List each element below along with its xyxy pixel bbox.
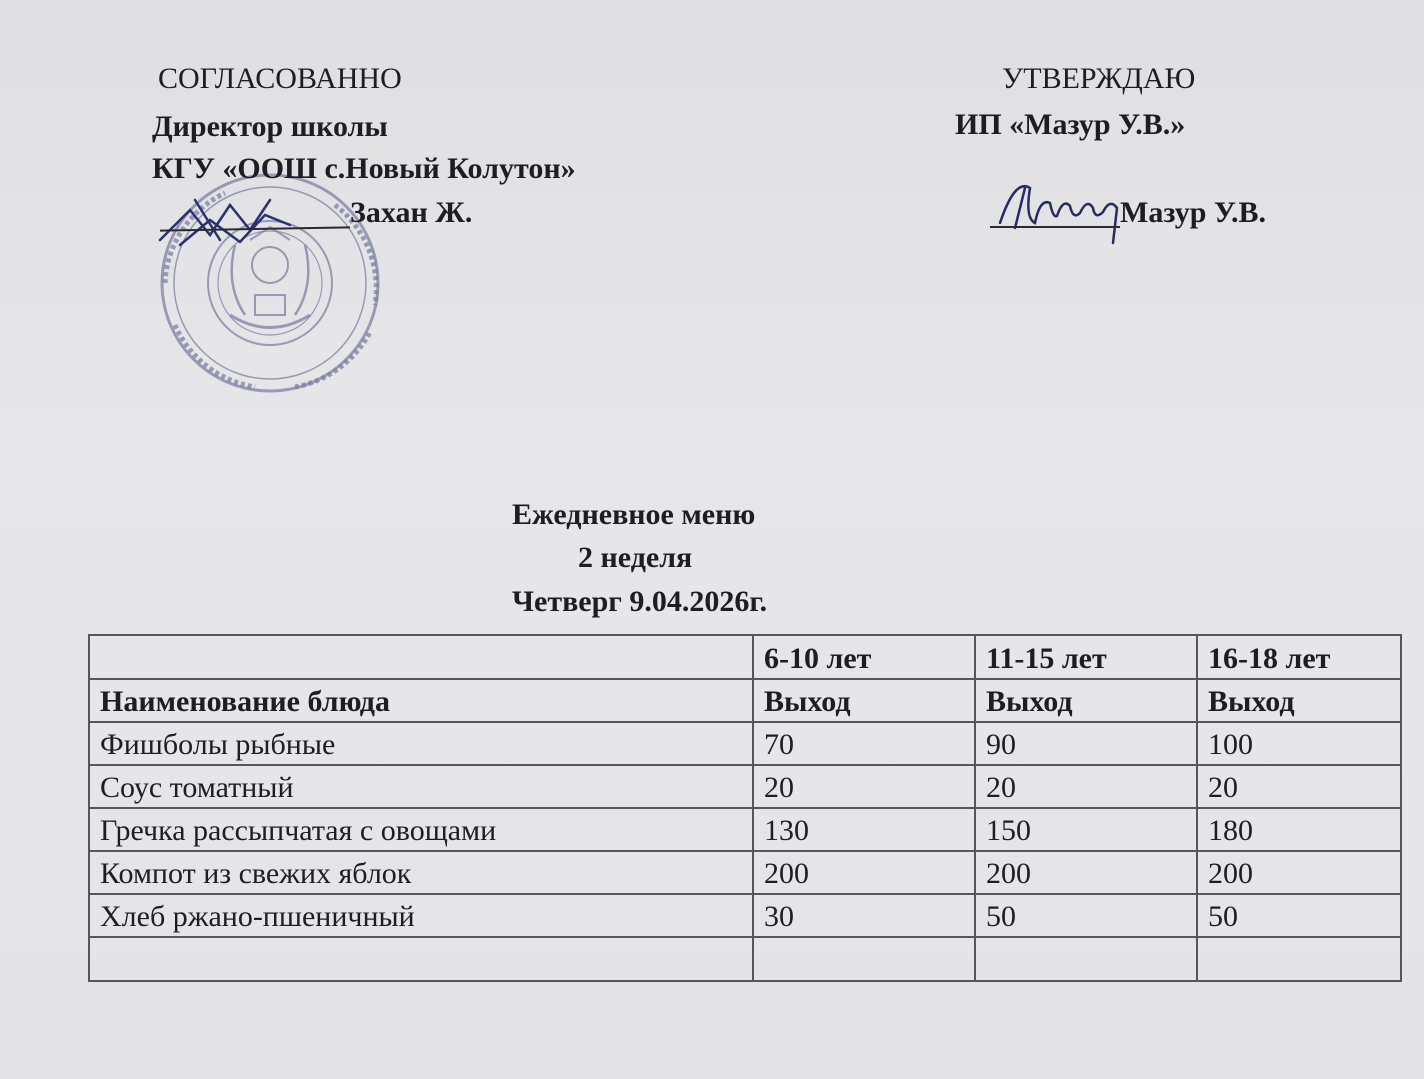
school-name: КГУ «ООШ с.Новый Колутон» — [152, 152, 576, 185]
age-group-header: 16-18 лет — [1197, 635, 1401, 679]
portion-value: 50 — [1197, 894, 1401, 937]
dish-name-header: Наименование блюда — [89, 679, 753, 722]
approve-heading: УТВЕРЖДАЮ — [1002, 62, 1196, 95]
empty-cell — [975, 937, 1197, 981]
portion-value: 30 — [753, 894, 975, 937]
portion-value: 90 — [975, 722, 1197, 765]
dish-name: Соус томатный — [89, 765, 753, 808]
menu-date: Четверг 9.04.2026г. — [512, 585, 768, 618]
table-header-row-ages — [89, 635, 1401, 679]
ip-signature — [995, 168, 1135, 248]
dish-name: Компот из свежих яблок — [89, 851, 753, 894]
menu-title: Ежедневное меню — [512, 498, 756, 531]
output-header: Выход — [1197, 679, 1401, 722]
table-row — [89, 894, 1401, 937]
menu-week: 2 неделя — [578, 541, 693, 574]
portion-value: 70 — [753, 722, 975, 765]
portion-value: 200 — [1197, 851, 1401, 894]
empty-cell — [1197, 937, 1401, 981]
table-row — [89, 765, 1401, 808]
director-name: Захан Ж. — [350, 196, 473, 229]
portion-value: 200 — [753, 851, 975, 894]
portion-value: 20 — [1197, 765, 1401, 808]
table-row-empty — [89, 937, 1401, 981]
age-group-header: 6-10 лет — [753, 635, 975, 679]
portion-value: 130 — [753, 808, 975, 851]
ip-person-name: Мазур У.В. — [1120, 196, 1267, 229]
signature-line-right — [990, 226, 1120, 228]
table-header-row-output — [89, 679, 1401, 722]
portion-value: 50 — [975, 894, 1197, 937]
portion-value: 20 — [753, 765, 975, 808]
table-row — [89, 851, 1401, 894]
empty-cell — [89, 937, 753, 981]
output-header: Выход — [753, 679, 975, 722]
output-header: Выход — [975, 679, 1197, 722]
dish-name: Гречка рассыпчатая с овощами — [89, 808, 753, 851]
dish-name: Хлеб ржано-пшеничный — [89, 894, 753, 937]
portion-value: 200 — [975, 851, 1197, 894]
director-title: Директор школы — [152, 110, 388, 143]
header-empty-cell — [89, 635, 753, 679]
agreed-heading: СОГЛАСОВАННО — [158, 62, 402, 95]
age-group-header: 11-15 лет — [975, 635, 1197, 679]
dish-name: Фишболы рыбные — [89, 722, 753, 765]
table-row — [89, 722, 1401, 765]
ip-organization: ИП «Мазур У.В.» — [955, 108, 1186, 141]
table-row — [89, 808, 1401, 851]
empty-cell — [753, 937, 975, 981]
portion-value: 180 — [1197, 808, 1401, 851]
portion-value: 150 — [975, 808, 1197, 851]
menu-table — [88, 634, 1402, 982]
portion-value: 20 — [975, 765, 1197, 808]
portion-value: 100 — [1197, 722, 1401, 765]
